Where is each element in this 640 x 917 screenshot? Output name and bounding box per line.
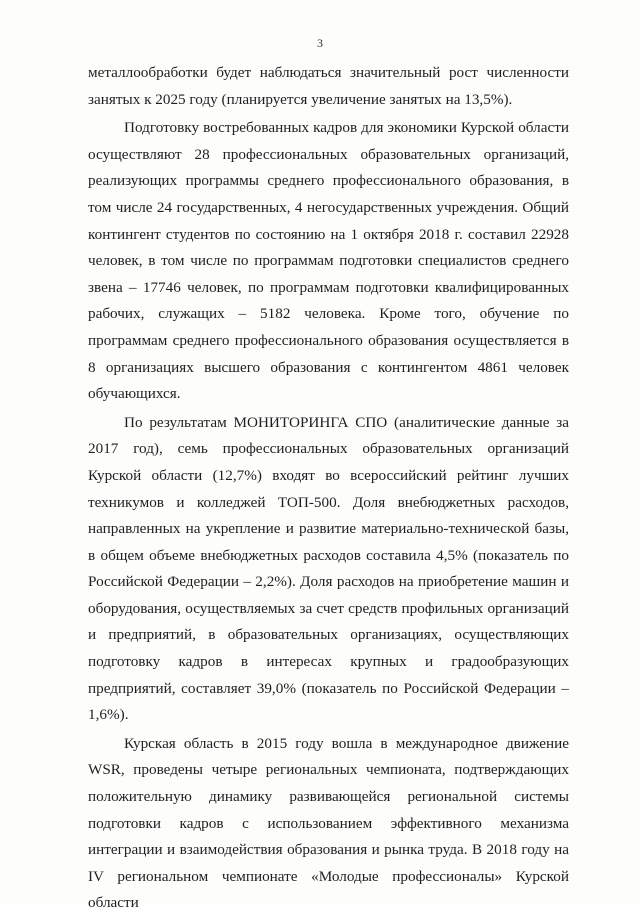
paragraph-continuation: металлообработки будет наблюдаться значительный рост численности занятых к 2025 году (планируется увеличение занятых на 13,5%). <box>88 64 569 108</box>
paragraph-wsr-movement: Курская область в 2015 году вошла в международное движение WSR, проведены четыре региональных чемпионата, подтверждающих положительную динамику развивающейся региональной системы подготовки кадров с использованием эффективного механизма интеграции и взаимодействия образования и рынка труда. В 2018 году на IV региональном чемпионате «Молодые профессионалы» Курской области <box>88 734 569 912</box>
paragraph-monitoring-results: По результатам МОНИТОРИНГА СПО (аналитические данные за 2017 год), семь профессиональных образовательных организаций Курской области (12,7%) входят во всероссийский рейтинг лучших техникумов и колледжей ТОП-500. Доля внебюджетных расходов, направленных на укрепление и развитие материально-технической базы, в общем объеме внебюджетных расходов составила 4,5% (показатель по Российской Федерации – 2,2%). Доля расходов на приобретение машин и оборудования, осуществляемых за счет средств профильных организаций и предприятий, в образовательных организациях, осуществляющих подготовку кадров в интересах крупных и градообразующих предприятий, составляет 39,0% (показатель по Российской Федерации –1,6%). <box>88 413 569 724</box>
page-number: 3 <box>317 36 323 50</box>
paragraph-training-organizations: Подготовку востребованных кадров для экономики Курской области осуществляют 28 профессиональных образовательных организаций, реализующих программы среднего профессионального образования, в том числе 24 государственных, 4 негосударственных учреждения. Общий контингент студентов по состоянию на 1 октября 2018 г. составил 22928 человек, в том числе по программам подготовки специалистов среднего звена – 17746 человек, по программам подготовки квалифицированных рабочих, служащих – 5182 человека. Кроме того, обучение по программам среднего профессионального образования осуществляется в 8 организациях высшего образования с контингентом 4861 человек обучающихся. <box>88 119 569 403</box>
document-body <box>88 60 569 917</box>
